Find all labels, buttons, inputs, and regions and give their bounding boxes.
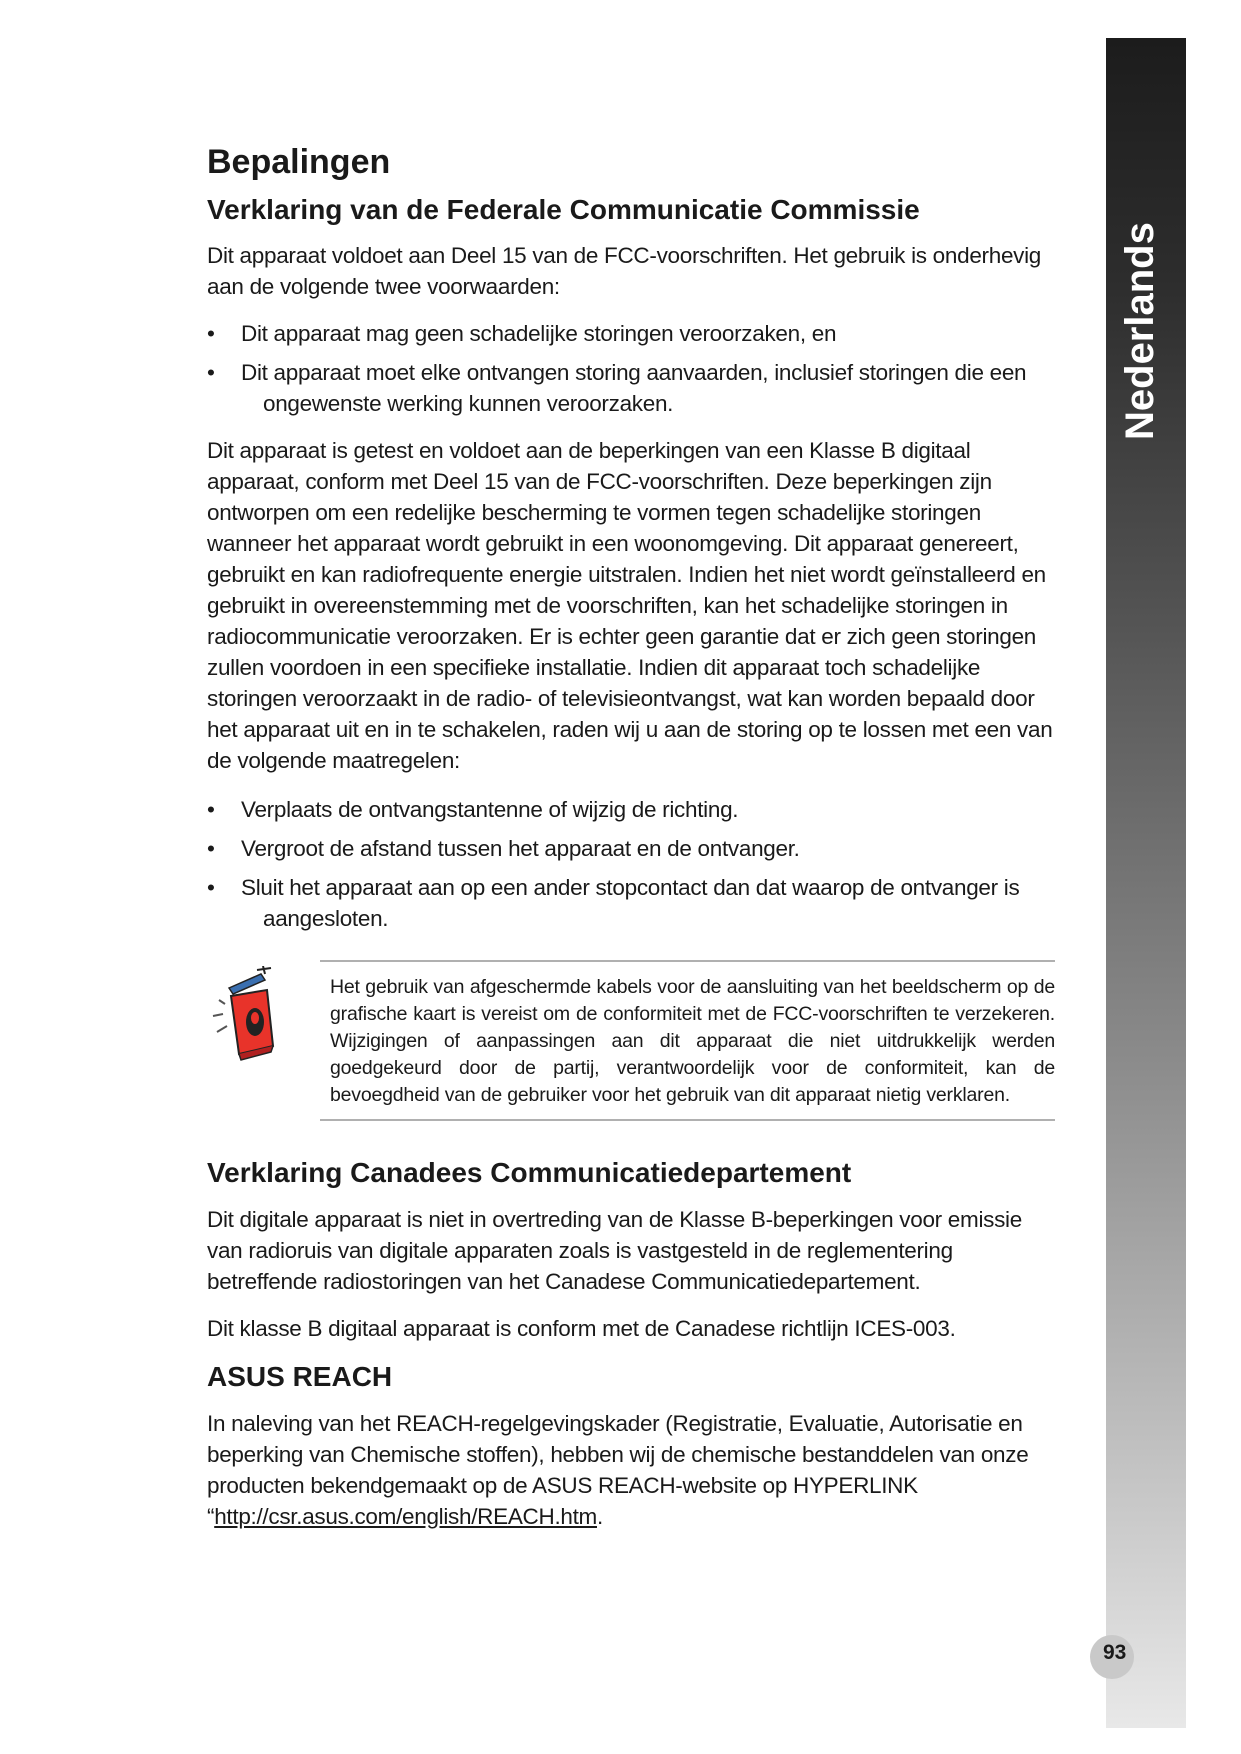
list-item: • Dit apparaat moet elke ontvangen storing aanvaarden, inclusief storingen die een ongewenste werking kunnen veroorzaken. [207,357,1055,419]
main-content [207,142,1055,1548]
bullet-icon: • [207,797,215,823]
reach-link[interactable]: http://csr.asus.com/english/REACH.htm [214,1503,597,1529]
reach-paragraph: In naleving van het REACH-regelgevingskader (Registratie, Evaluatie, Autorisatie en beperking van Chemische stoffen), hebben wij de chemische bestanddelen van onze producten bekendgemaakt op de ASUS REACH-website op HYPERLINK “http://csr.asus.com/english/REACH.htm. [207,1410,1029,1529]
fcc-intro: Dit apparaat voldoet aan Deel 15 van de FCC-voorschriften. Het gebruik is onderhevig aan de volgende twee voorwaarden: [207,243,1042,300]
list-item: • Vergroot de afstand tussen het apparaat en de ontvanger. [207,833,1055,864]
list-item: • Verplaats de ontvangstantenne of wijzig de richting. [207,794,1055,825]
fcc-conditions-list [207,318,1055,419]
canada-paragraph-2: Dit klasse B digitaal apparaat is conform met de Canadese richtlijn ICES-003. [207,1315,956,1341]
note-text: Het gebruik van afgeschermde kabels voor de aansluiting van het beeldscherm op de grafische kaart is vereist om de conformiteit met de FCC-voorschriften te verzekeren. Wijzigingen of aanpassingen aan dit apparaat die niet uitdrukkelijk werden goedgekeurd door de partij, verantwoordelijk voor de conformiteit, kan de bevoegdheid van de gebruiker voor het gebruik van dit apparaat nietig verklaren. [320,960,1055,1121]
bullet-icon: • [207,875,215,901]
reach-heading: ASUS REACH [207,1360,393,1392]
bullet-icon: • [207,836,215,862]
fcc-body: Dit apparaat is getest en voldoet aan de beperkingen van een Klasse B digitaal apparaat, conform met Deel 15 van de FCC-voorschriften. Deze beperkingen zijn ontworpen om een redelijke bescherming te vormen tegen schadelijke storingen wanneer het apparaat wordt gebruikt in een woonomgeving. Dit apparaat genereert, gebruikt en kan radiofrequente energie uitstralen. Indien het niet wordt geïnstalleerd en gebruikt in overeenstemming met de voorschriften, kan het schadelijke storingen in radiocommunicatie veroorzaken. Er is echter geen garantie dat er zich geen storingen zullen voordoen in een specifieke installatie. Indien dit apparaat toch schadelijke storingen veroorzaakt in de radio- of televisieontvangst, wat kan worden bepaald door het apparaat uit en in te schakelen, raden wij u aan de storing op te lossen met een van de volgende maatregelen: [207,438,1053,774]
canada-heading: Verklaring Canadees Communicatiedepartement [207,1157,852,1189]
warning-device-icon [199,966,289,1066]
canada-paragraph-1: Dit digitale apparaat is niet in overtreding van de Klasse B-beperkingen voor emissie van radioruis van digitale apparaten zoals is vastgesteld in de reglementering betreffende radiostoringen van het Canadese Communicatiedepartement. [207,1206,1022,1294]
bullet-icon: • [207,321,215,347]
sidebar-language-label: Nederlands [1118,222,1162,440]
page-number: 93 [1103,1641,1127,1664]
fcc-heading: Verklaring van de Federale Communicatie Commissie [207,193,920,225]
section-title: Bepalingen [207,143,391,181]
fcc-measures-list [207,794,1055,934]
bullet-icon: • [207,360,215,386]
list-item: • Dit apparaat mag geen schadelijke storingen veroorzaken, en [207,318,1055,349]
note-callout [207,960,1055,1116]
list-item: • Sluit het apparaat aan op een ander stopcontact dan dat waarop de ontvanger is aangesloten. [207,872,1055,934]
